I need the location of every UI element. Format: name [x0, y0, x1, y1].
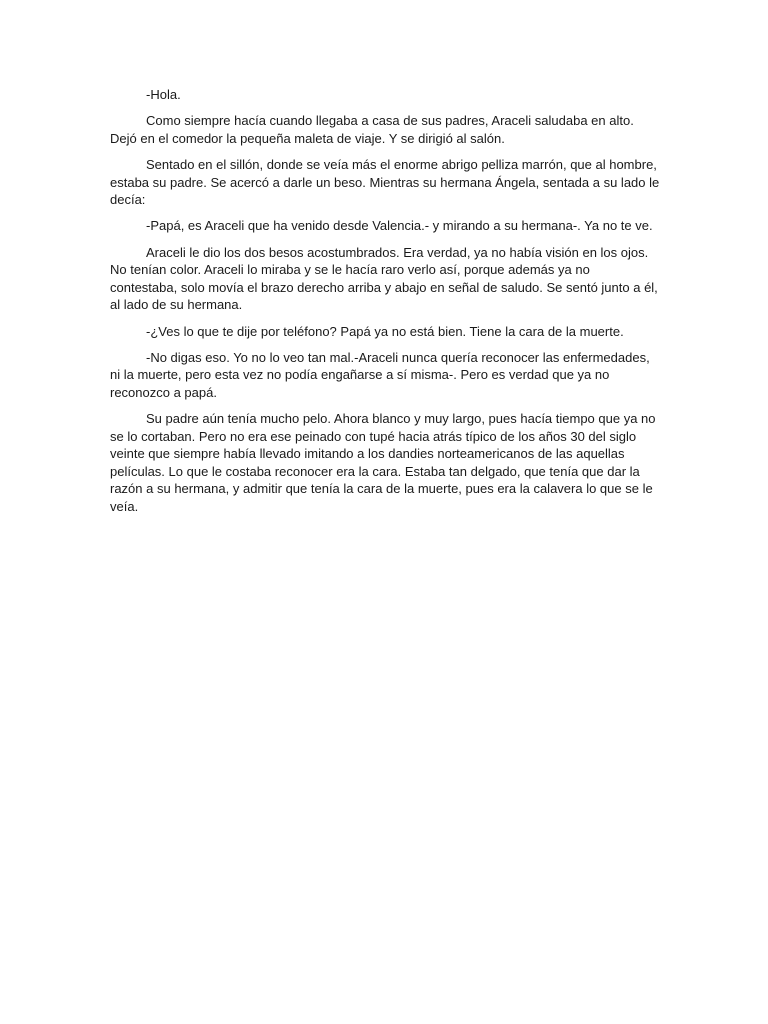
paragraph-6: -¿Ves lo que te dije por teléfono? Papá ya no está bien. Tiene la cara de la muerte. — [146, 323, 624, 339]
paragraph-7: -No digas eso. Yo no lo veo tan mal.-Araceli nunca quería reconocer las enfermedades, ni la muerte, pero esta vez no podía engañarse a sí misma-. Pero es verdad que ya no reconozco a papá. — [110, 349, 650, 400]
document-body — [110, 86, 660, 524]
paragraph-8: Su padre aún tenía mucho pelo. Ahora blanco y muy largo, pues hacía tiempo que ya no se lo cortaban. Pero no era ese peinado con tupé hacia atrás típico de los años 30 del siglo veinte que siempre había llevado imitando a los dandies norteamericanos de las aquellas películas. Lo que le costaba reconocer era la cara. Estaba tan delgado, que tenía que dar la razón a su hermana, y admitir que tenía la cara de la muerte, pues era la calavera lo que se le veía. — [110, 411, 656, 515]
paragraph-3: Sentado en el sillón, donde se veía más el enorme abrigo pelliza marrón, que al hombre, estaba su padre. Se acercó a darle un beso. Mientras su hermana Ángela, sentada a su lado le decía: — [110, 156, 660, 208]
paragraph-4: -Papá, es Araceli que ha venido desde Valencia.- y mirando a su hermana-. Ya no te ve. — [146, 218, 653, 234]
paragraph-1: -Hola. — [146, 87, 181, 102]
paragraph-2: Como siempre hacía cuando llegaba a casa de sus padres, Araceli saludaba en alto. Dejó en el comedor la pequeña maleta de viaje. Y se dirigió al salón. — [110, 113, 634, 146]
paragraph-5: Araceli le dio los dos besos acostumbrados. Era verdad, ya no había visión en los ojos. No tenían color. Araceli lo miraba y se le hacía raro verlo así, porque además ya no contestaba, solo movía el brazo derecho arriba y abajo en señal de saludo. Se sentó junto a él, al lado de su hermana. — [110, 244, 658, 313]
